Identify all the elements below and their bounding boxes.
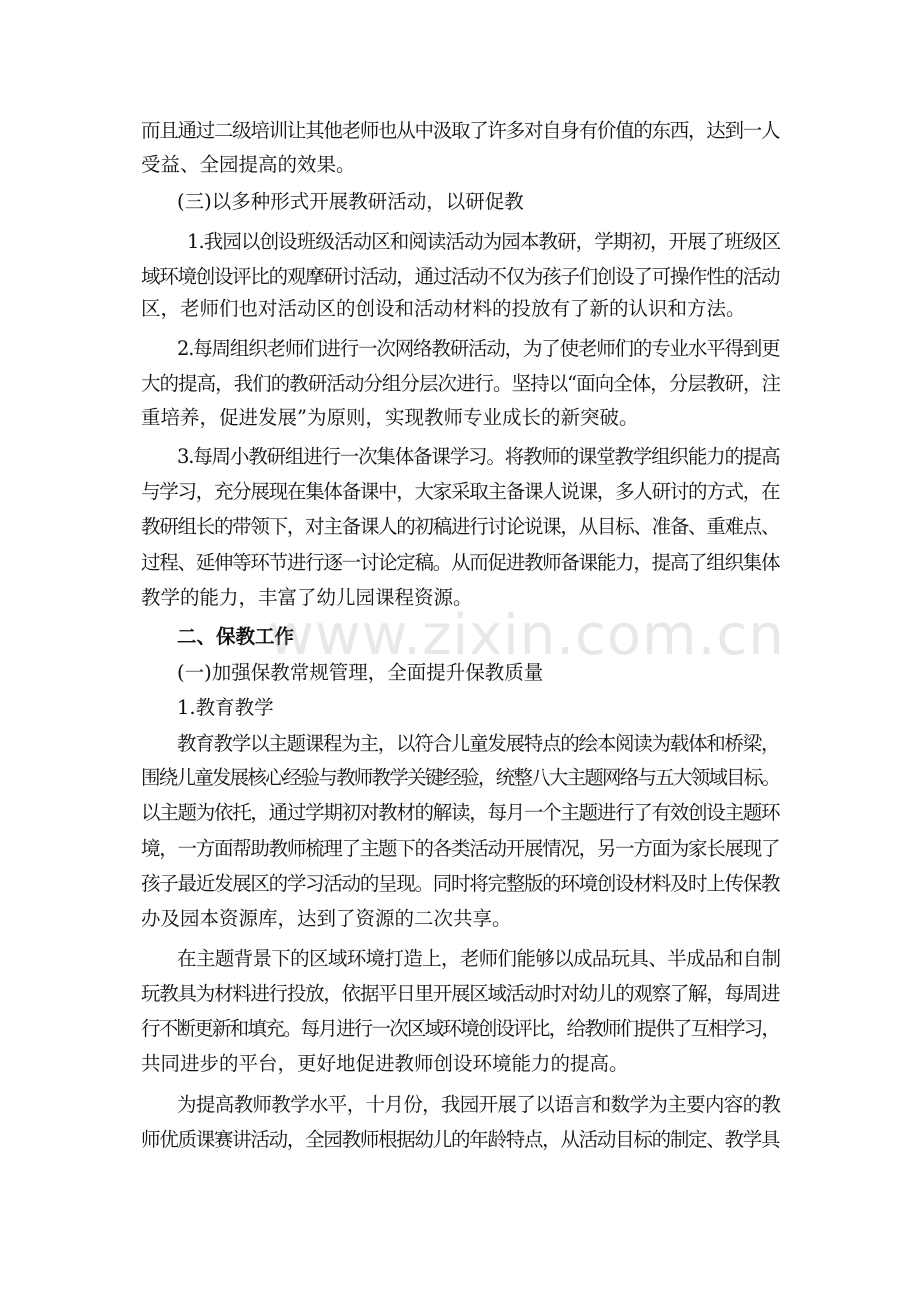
- text-line: 受益、全园提高的效果。: [141, 153, 356, 176]
- text-line: 与学习，充分展现在集体备课中，大家采取主备课人说课，多人研讨的方式，在: [141, 480, 780, 503]
- text-line: 以主题为依托，通过学期初对教材的解读，每月一个主题进行了有效创设主题环: [141, 801, 780, 824]
- text-line: 重培养，促进发展”为原则，实现教师专业成长的新突破。: [141, 406, 639, 429]
- section-heading: (三)以多种形式开展教研活动，以研促教: [177, 190, 524, 213]
- text-line: 在主题背景下的区域环境打造上，老师们能够以成品玩具、半成品和自制: [177, 947, 781, 970]
- section-heading: (一)加强保教常规管理，全面提升保教质量: [177, 661, 544, 684]
- text-line: 教育教学以主题课程为主，以符合儿童发展特点的绘本阅读为载体和桥梁，: [177, 732, 780, 755]
- text-line: 大的提高，我们的教研活动分组分层次进行。坚持以“面向全体，分层教研，注: [141, 372, 780, 395]
- text-line: 2.每周组织老师们进行一次网络教研活动，为了使老师们的专业水平得到更: [177, 337, 780, 360]
- text-line: 教学的能力，丰富了幼儿园课程资源。: [141, 586, 473, 609]
- text-line: 孩子最近发展区的学习活动的呈现。同时将完整版的环境创设材料及时上传保教: [141, 872, 780, 895]
- text-line: 而且通过二级培训让其他老师也从中汲取了许多对自身有价值的东西，达到一人: [141, 119, 780, 142]
- text-line: 1.我园以创设班级活动区和阅读活动为园本教研，学期初，开展了班级区: [187, 230, 781, 253]
- text-line: 办及园本资源库，达到了资源的二次共享。: [141, 907, 512, 930]
- text-line: 共同进步的平台，更好地促进教师创设环境能力的提高。: [141, 1052, 629, 1075]
- text-line: 3.每周小教研组进行一次集体备课学习。将教师的课堂教学组织能力的提高: [177, 445, 780, 468]
- watermark: www.zixin.com.cn: [268, 603, 785, 668]
- text-line: 境，一方面帮助教师梳理了主题下的各类活动开展情况，另一方面为家长展现了: [141, 837, 780, 860]
- subsection-heading: 1.教育教学: [177, 696, 274, 719]
- text-line: 区，老师们也对活动区的创设和活动材料的投放有了新的认识和方法。: [141, 297, 746, 320]
- text-line: 过程、延伸等环节进行逐一讨论定稿。从而促进教师备课能力，提高了组织集体: [141, 551, 780, 574]
- text-line: 域环境创设评比的观摩研讨活动，通过活动不仅为孩子们创设了可操作性的活动: [141, 265, 780, 288]
- text-line: 师优质课赛讲活动，全园教师根据幼儿的年龄特点，从活动目标的制定、教学具: [141, 1128, 780, 1151]
- text-line: 为提高教师教学水平，十月份，我园开展了以语言和数学为主要内容的教: [177, 1093, 781, 1116]
- text-line: 教研组长的带领下，对主备课人的初稿进行讨论说课，从目标、准备、重难点、: [141, 515, 780, 538]
- text-line: 围绕儿童发展核心经验与教师教学关键经验，统整八大主题网络与五大领域目标。: [141, 766, 780, 789]
- chapter-heading: 二、保教工作: [177, 625, 295, 648]
- text-line: 玩教具为材料进行投放，依据平日里开展区域活动时对幼儿的观察了解，每周进: [141, 982, 780, 1005]
- text-line: 行不断更新和填充。每月进行一次区域环境创设评比，给教师们提供了互相学习，: [141, 1017, 780, 1040]
